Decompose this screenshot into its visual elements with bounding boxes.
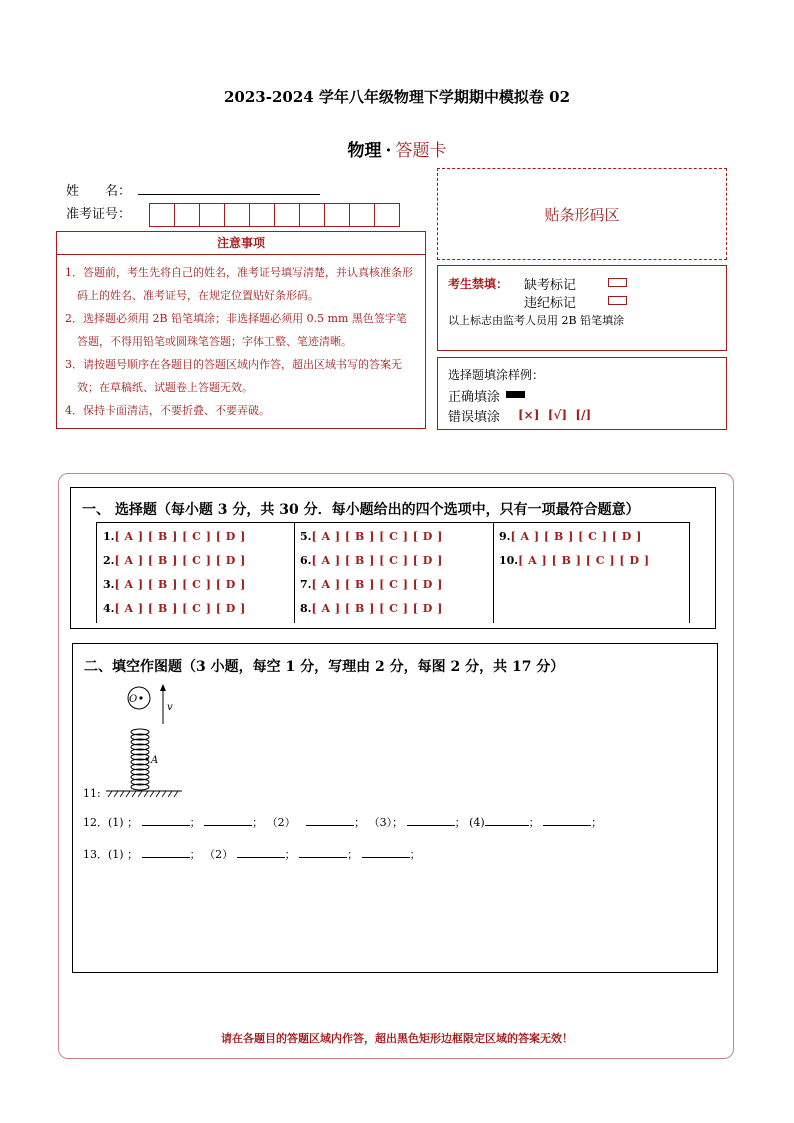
- q12-blank-5[interactable]: [485, 815, 529, 826]
- q12-blank-2[interactable]: [204, 815, 252, 826]
- q12-blank-1[interactable]: [142, 815, 190, 826]
- correct-fill-label: 正确填涂: [448, 390, 501, 405]
- footer-warning: 请在各题目的答题区域内作答，超出黑色矩形边框限定区域的答案无效！: [221, 1032, 573, 1045]
- exam-id-digit-box[interactable]: [274, 203, 300, 227]
- point-a-dot: [146, 758, 149, 761]
- exam-id-label: 准考证号：: [66, 207, 132, 222]
- notice-list: [57, 255, 425, 422]
- exam-id-digit-box[interactable]: [224, 203, 250, 227]
- q13-prefix: 13．(1) ；: [83, 848, 139, 861]
- section-fill-title: 二、填空作图题（3 小题，每空 1 分，写理由 2 分，每图 2 分，共 17 分）: [84, 659, 565, 675]
- spring-ball-figure: [100, 680, 200, 800]
- section-choice-title: 一、 选择题（每小题 3 分，共 30 分．每小题给出的四个选项中，只有一项最符合题意）: [82, 502, 640, 518]
- exam-id-digit-box[interactable]: [374, 203, 400, 227]
- question-12-row: 12．(1) ； ； ； （2） ； （3）； ； (4) ； ；: [83, 816, 603, 829]
- q13-blank-1[interactable]: [142, 847, 190, 858]
- ball-center-dot: [139, 696, 142, 699]
- point-a-label: A: [151, 755, 159, 766]
- choice-question-9[interactable]: 9.[ A ] [ B ] [ C ] [ D ]: [499, 530, 642, 543]
- absent-mark-box[interactable]: [608, 278, 627, 287]
- name-label: 姓 名：: [66, 184, 132, 199]
- q13-blank-3[interactable]: [299, 847, 347, 858]
- ground-hatching: [108, 791, 178, 797]
- exam-id-digit-box[interactable]: [299, 203, 325, 227]
- question-11-label: 11:: [83, 787, 101, 800]
- wrong-mark-check: [√]: [547, 408, 568, 422]
- forbid-label: 考生禁填：: [448, 277, 509, 291]
- answer-card-subtitle: [0, 136, 794, 161]
- forbid-note: 以上标志由监考人员用 2B 铅笔填涂: [448, 314, 625, 327]
- exam-id-digit-box[interactable]: [349, 203, 375, 227]
- notice-item: 1．答题前，考生先将自己的姓名，准考证号填写清楚，并认真核准条形码上的姓名、准考证号，在规定位置贴好条形码。: [65, 266, 413, 302]
- question-13-row: 13．(1) ； ； （2） ； ； ；: [83, 848, 421, 861]
- correct-fill-sample: [506, 391, 525, 398]
- absent-label: 缺考标记: [524, 278, 577, 293]
- q12-part4: (4): [469, 816, 485, 829]
- q12-blank-4[interactable]: [407, 815, 455, 826]
- exam-id-digit-box[interactable]: [324, 203, 350, 227]
- q12-blank-6[interactable]: [543, 815, 591, 826]
- exam-title: 2023-2024 学年八年级物理下学期期中模拟卷 02: [223, 88, 571, 106]
- notice-heading: 注意事项: [57, 232, 425, 255]
- notice-item: 3．请按题号顺序在各题目的答题区域内作答，超出区域书写的答案无效；在草稿纸、试题卷上答题无效。: [65, 358, 402, 394]
- subtitle-answer-card: 答题卡: [395, 141, 447, 161]
- barcode-area: [437, 168, 727, 260]
- wrong-mark-slash: [/]: [575, 408, 592, 422]
- invigilator-box: [437, 265, 727, 351]
- choice-question-6[interactable]: 6.[ A ] [ B ] [ C ] [ D ]: [300, 554, 443, 567]
- choice-question-5[interactable]: 5.[ A ] [ B ] [ C ] [ D ]: [300, 530, 443, 543]
- barcode-label: 贴条形码区: [544, 205, 620, 224]
- exam-id-digit-box[interactable]: [199, 203, 225, 227]
- q12-prefix: 12．(1) ；: [83, 816, 139, 829]
- notice-item: 2．选择题必须用 2B 铅笔填涂；非选择题必须用 0.5 mm 黑色签字笔答题，不得用铅笔或圆珠笔答题；字体工整、笔迹清晰。: [65, 312, 407, 348]
- violation-label: 违纪标记: [524, 296, 577, 311]
- q12-part3: （3）；: [368, 816, 404, 829]
- choice-col-divider: [493, 522, 494, 623]
- q12-blank-3[interactable]: [306, 815, 354, 826]
- exam-id-digit-box[interactable]: [149, 203, 175, 227]
- q13-blank-4[interactable]: [362, 847, 410, 858]
- velocity-arrow-head: [160, 684, 166, 691]
- wrong-mark-x: [×]: [518, 408, 540, 422]
- exam-id-digit-box[interactable]: [249, 203, 275, 227]
- wrong-fill-label: 错误填涂: [448, 410, 501, 425]
- q12-part2: （2）: [266, 816, 296, 829]
- choice-question-3[interactable]: 3.[ A ] [ B ] [ C ] [ D ]: [103, 578, 246, 591]
- q13-part2: （2）: [204, 848, 234, 861]
- choice-question-4[interactable]: 4.[ A ] [ B ] [ C ] [ D ]: [103, 602, 246, 615]
- choice-question-10[interactable]: 10.[ A ] [ B ] [ C ] [ D ]: [499, 554, 650, 567]
- exam-id-digit-box[interactable]: [174, 203, 200, 227]
- subtitle-subject: 物理: [347, 141, 382, 161]
- velocity-label: v: [167, 702, 173, 713]
- choice-col-divider: [294, 522, 295, 623]
- subtitle-dot: ·: [385, 141, 392, 161]
- choice-question-8[interactable]: 8.[ A ] [ B ] [ C ] [ D ]: [300, 602, 443, 615]
- q13-blank-2[interactable]: [237, 847, 285, 858]
- sample-heading: 选择题填涂样例：: [448, 368, 545, 382]
- choice-question-2[interactable]: 2.[ A ] [ B ] [ C ] [ D ]: [103, 554, 246, 567]
- violation-mark-box[interactable]: [608, 296, 627, 305]
- exam-id-boxes[interactable]: [150, 203, 400, 227]
- choice-question-1[interactable]: 1.[ A ] [ B ] [ C ] [ D ]: [103, 530, 246, 543]
- choice-question-7[interactable]: 7.[ A ] [ B ] [ C ] [ D ]: [300, 578, 443, 591]
- wrong-fill-samples: [518, 408, 591, 422]
- ball-o-label: O: [129, 694, 138, 705]
- fill-sample-box: [437, 357, 727, 430]
- name-field[interactable]: [138, 194, 320, 195]
- notice-box: [56, 231, 426, 429]
- notice-item: 4．保持卡面清洁，不要折叠、不要弄破。: [65, 404, 270, 417]
